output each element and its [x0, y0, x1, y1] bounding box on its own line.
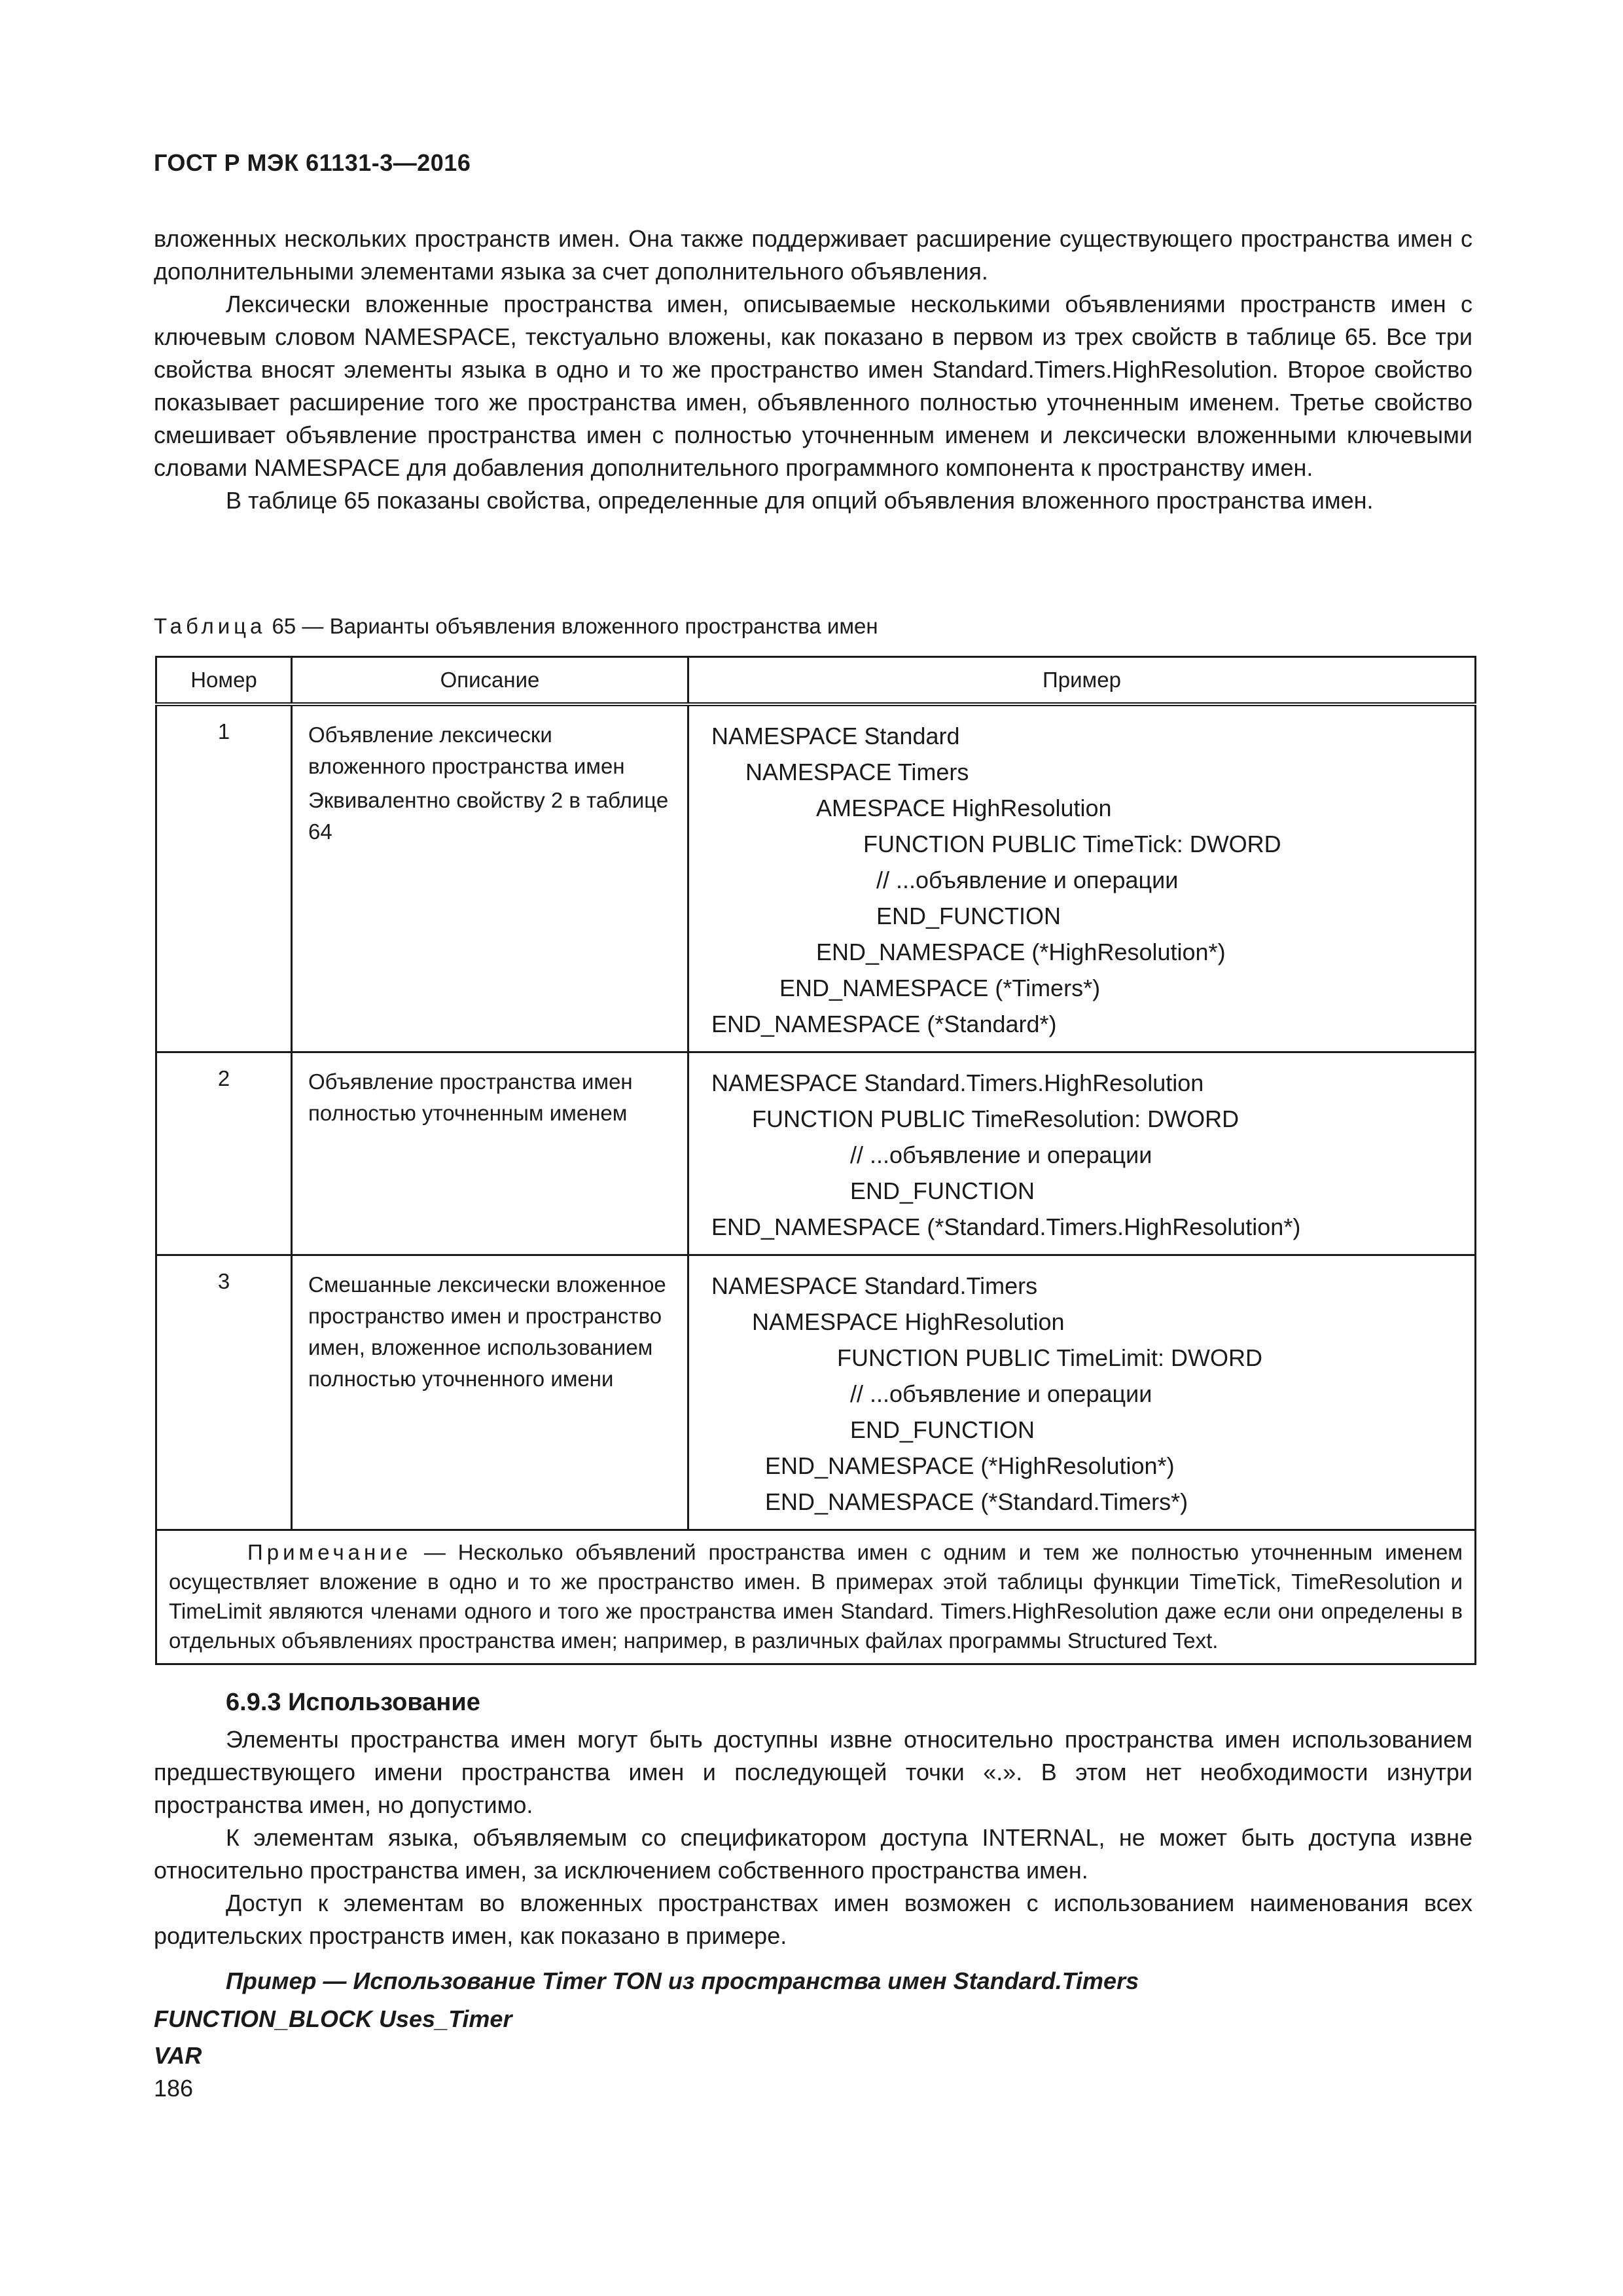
table-row	[156, 704, 1476, 1052]
code-line: END_NAMESPACE (*HighResolution*)	[816, 939, 1226, 965]
section-paragraph-1: Элементы пространства имен могут быть доступны извне относительно пространства имен использованием предшествующего имени пространства имен и последующей точки «.». В этом нет необходимости изнутри пространства имен, но допустимо.	[154, 1726, 1472, 1818]
row-description	[292, 1255, 688, 1530]
section-paragraph-2: К элементам языка, объявляемым со спецификатором доступа INTERNAL, не может быть доступа извне относительно пространства имен, за исключением собственного пространства имен.	[154, 1824, 1472, 1884]
section-title: 6.9.3 Использование	[226, 1689, 480, 1716]
row-description	[292, 704, 688, 1052]
intro-text	[154, 223, 1472, 517]
code-line: NAMESPACE Standard.Timers	[711, 1272, 1038, 1299]
example-code-line: VAR	[154, 2042, 202, 2069]
code-line: END_NAMESPACE (*Standard.Timers.HighResolution*)	[711, 1213, 1301, 1240]
table-row	[156, 1052, 1476, 1255]
code-line: // ...объявление и операции	[850, 1141, 1152, 1168]
namespace-table	[155, 656, 1476, 1665]
code-line: FUNCTION PUBLIC TimeResolution: DWORD	[752, 1105, 1240, 1132]
code-line: FUNCTION PUBLIC TimeLimit: DWORD	[837, 1344, 1263, 1371]
code-line: END_FUNCTION	[850, 1177, 1035, 1204]
table-caption-label: Таблица	[154, 614, 266, 638]
intro-paragraph-2: Лексически вложенные пространства имен, описываемые несколькими объявлениями пространств имен с ключевым словом NAMESPACE, текстуально вложены, как показано в первом из трех свойств в таблице 65. Все три свойства вносят элементы языка в одно и то же пространство имен Standard.Timers.HighResolution. Второе свойство показывает расширение того же пространства имен, объявленного полностью уточненным именем. Третье свойство смешивает объявление пространства имен с полностью уточненным именем и лексически вложенными ключевыми словами NAMESPACE для добавления дополнительного программного компонента к пространству имен.	[154, 291, 1472, 481]
description-line: Объявление лексически вложенного пространства имен	[308, 723, 625, 778]
code-line: AMESPACE HighResolution	[816, 795, 1112, 821]
example-title: Пример — Использование Timer TON из пространства имен Standard.Timers	[226, 1967, 1139, 1994]
row-example-code	[688, 704, 1476, 1052]
section-text	[154, 1723, 1472, 1952]
code-line: END_NAMESPACE (*Standard.Timers*)	[765, 1488, 1188, 1515]
row-number: 3	[156, 1255, 292, 1530]
intro-paragraph-3: В таблице 65 показаны свойства, определенные для опций объявления вложенного пространства имен.	[226, 487, 1374, 514]
header-example: Пример	[688, 657, 1476, 705]
code-line: END_NAMESPACE (*Standard*)	[711, 1011, 1057, 1037]
section-paragraph-3: Доступ к элементам во вложенных пространствах имен возможен с использованием наименования всех родительских пространств имен, как показано в примере.	[154, 1890, 1472, 1949]
table-header-row	[156, 657, 1476, 705]
description-line: Эквивалентно свойству 2 в таблице 64	[308, 788, 669, 844]
header-description: Описание	[292, 657, 688, 705]
code-line: NAMESPACE HighResolution	[752, 1308, 1065, 1335]
code-line: END_NAMESPACE (*Timers*)	[779, 975, 1101, 1001]
table-caption-text: 65 — Варианты объявления вложенного пространства имен	[266, 614, 878, 638]
code-line: FUNCTION PUBLIC TimeTick: DWORD	[863, 831, 1281, 857]
code-line: END_NAMESPACE (*HighResolution*)	[765, 1452, 1175, 1479]
table-caption	[154, 612, 878, 641]
row-example-code	[688, 1255, 1476, 1530]
code-line: // ...объявление и операции	[850, 1380, 1152, 1407]
example-code-line: FUNCTION_BLOCK Uses_Timer	[154, 2005, 512, 2032]
code-line: NAMESPACE Standard.Timers.HighResolution	[711, 1069, 1204, 1096]
table-note-row	[156, 1530, 1476, 1664]
header-number: Номер	[156, 657, 292, 705]
page-number: 186	[154, 2075, 194, 2102]
code-line: // ...объявление и операции	[876, 867, 1179, 893]
code-line: END_FUNCTION	[876, 903, 1061, 929]
note-label: Примечание	[247, 1540, 412, 1564]
description-line: Объявление пространства имен полностью уточненным именем	[308, 1069, 633, 1125]
code-line: NAMESPACE Standard	[711, 723, 960, 749]
row-number: 2	[156, 1052, 292, 1255]
note-text: — Несколько объявлений пространства имен с одним и тем же полностью уточненным именем осуществляет вложение в одно и то же пространство имен. В примерах этой таблицы функции TimeTick, TimeResolution и TimeLimit являются членами одного и того же пространства имен Standard. Timers.HighResolution даже если они определены в отдельных объявлениях пространства имен; например, в различных файлах программы Structured Text.	[169, 1540, 1463, 1653]
row-number: 1	[156, 704, 292, 1052]
intro-paragraph-1: вложенных нескольких пространств имен. Она также поддерживает расширение существующего пространства имен с дополнительными элементами языка за счет дополнительного объявления.	[154, 225, 1472, 285]
table-row	[156, 1255, 1476, 1530]
code-line: NAMESPACE Timers	[745, 759, 969, 785]
description-line: Смешанные лексически вложенное пространство имен и пространство имен, вложенное использованием полностью уточненного имени	[308, 1272, 666, 1391]
row-description	[292, 1052, 688, 1255]
document-header: ГОСТ Р МЭК 61131-3—2016	[154, 149, 471, 176]
row-example-code	[688, 1052, 1476, 1255]
code-line: END_FUNCTION	[850, 1416, 1035, 1443]
table-note	[156, 1530, 1476, 1664]
